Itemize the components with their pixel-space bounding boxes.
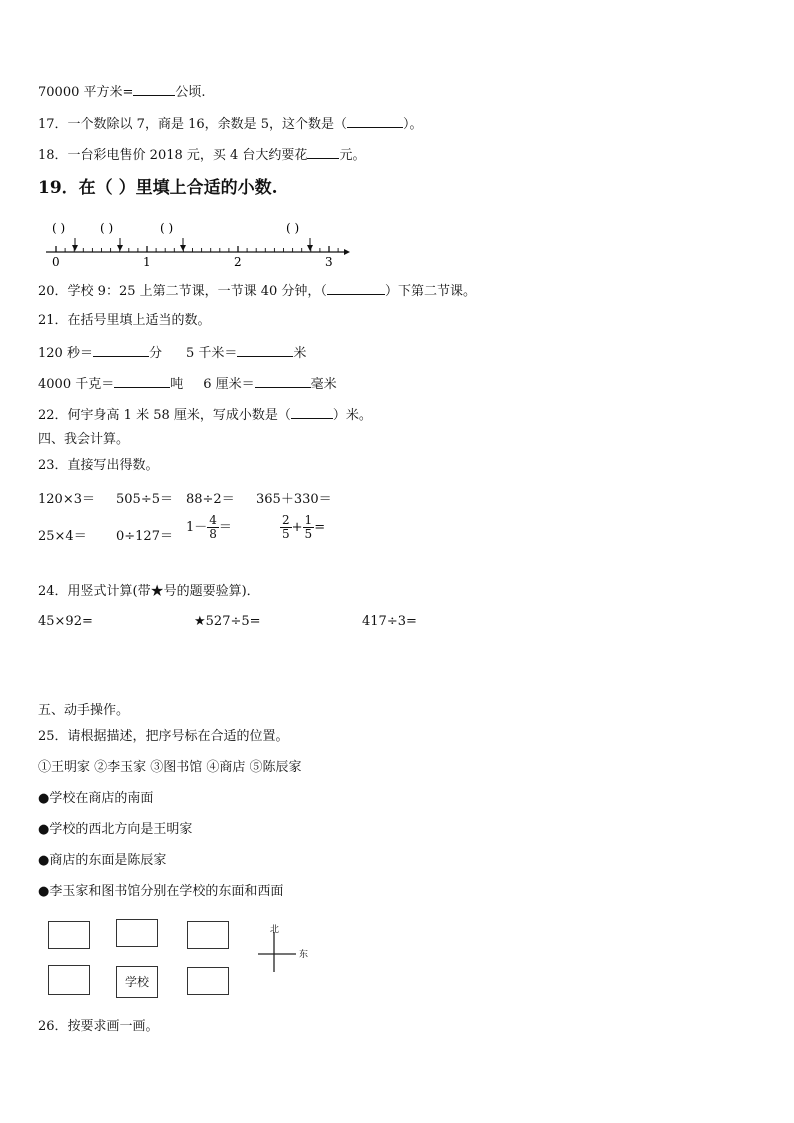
minor-ticks [56, 246, 338, 252]
calc-2: 505÷5＝ [116, 492, 173, 507]
question-24-title: 24．用竖式计算(带★号的题要验算)． [38, 584, 260, 599]
clue-2: ●学校的西北方向是王明家 [38, 822, 193, 837]
axis-arrow [344, 249, 350, 255]
fraction: $\frac{1}{5}$ [304, 513, 313, 541]
vertical-calc-1: 45×92= [38, 614, 93, 629]
calc-3: 88÷2＝ [186, 492, 235, 507]
answer-blank[interactable] [255, 374, 311, 388]
position-box[interactable] [48, 921, 90, 949]
question-18: 18．一台彩电售价 2018 元，买 4 台大约要花 元。 [38, 145, 365, 165]
pointer-arrowhead-1 [72, 245, 78, 251]
number-line [40, 214, 360, 270]
tick-label-1: 1 [143, 255, 151, 269]
section-4-title: 四、我会计算。 [38, 432, 130, 447]
clue-4: ●李玉家和图书馆分别在学校的东面和西面 [38, 884, 284, 899]
paren-3[interactable]: ( ) [160, 221, 174, 235]
vertical-calc-2: ★527÷5= [194, 614, 261, 629]
question-23-title: 23．直接写出得数。 [38, 458, 159, 473]
answer-blank[interactable] [93, 343, 149, 357]
tick-label-0: 0 [52, 255, 60, 269]
answer-blank[interactable] [347, 114, 403, 128]
question-22: 22．何宇身高 1 米 58 厘米，写成小数是（ ）米。 [38, 405, 372, 425]
calc-1: 120×3＝ [38, 492, 95, 507]
fraction: $\frac{2}{5}$ [282, 513, 290, 541]
section-5-title: 五、动手操作。 [38, 703, 130, 718]
question-25-options: ①王明家 ②李玉家 ③图书馆 ④商店 ⑤陈辰家 [38, 760, 302, 775]
answer-blank[interactable] [114, 374, 170, 388]
answer-blank[interactable] [133, 82, 175, 96]
position-box[interactable] [48, 965, 90, 995]
calc-8: $\frac{2}{5}$ + $\frac{1}{5}$ = [282, 513, 326, 541]
calc-5: 25×4＝ [38, 529, 87, 544]
calc-4: 365＋330＝ [256, 492, 332, 507]
question-17: 17．一个数除以 7，商是 16，余数是 5，这个数是（ ）。 [38, 114, 423, 134]
east-label: 东 [299, 950, 309, 960]
tick-label-3: 3 [325, 255, 333, 269]
paren-2[interactable]: ( ) [100, 221, 114, 235]
clue-1: ●学校在商店的南面 [38, 791, 154, 806]
paren-4[interactable]: ( ) [286, 221, 300, 235]
fraction: $\frac{4}{8}$ [209, 513, 217, 541]
answer-blank[interactable] [307, 145, 339, 159]
clue-3: ●商店的东面是陈辰家 [38, 853, 167, 868]
question-21-row-1: 120 秒＝ 分 5 千米＝ 米 [38, 343, 306, 363]
answer-blank[interactable] [291, 405, 333, 419]
question-21-title: 21．在括号里填上适当的数。 [38, 313, 211, 328]
answer-blank[interactable] [327, 281, 385, 295]
question-26-title: 26．按要求画一画。 [38, 1019, 159, 1034]
question-21-row-2: 4000 千克＝ 吨 6 厘米＝ 毫米 [38, 374, 337, 394]
north-label: 北 [270, 925, 280, 935]
vertical-calc-3: 417÷3= [362, 614, 417, 629]
calc-7: 1－ $\frac{4}{8}$ ＝ [186, 513, 232, 541]
paren-1[interactable]: ( ) [52, 221, 66, 235]
question-19-title: 19．在（ ）里填上合适的小数. [38, 178, 278, 198]
question-20: 20．学校 9：25 上第二节课，一节课 40 分钟，（ ）下第二节课。 [38, 281, 476, 301]
calc-6: 0÷127＝ [116, 529, 173, 544]
position-box[interactable] [116, 919, 158, 947]
pointer-arrowhead-2 [117, 245, 123, 251]
question-16-tail: 70000 平方米= 公顷. [38, 82, 206, 102]
position-box[interactable] [187, 967, 229, 995]
question-25-title: 25．请根据描述，把序号标在合适的位置。 [38, 729, 289, 744]
compass-icon [256, 920, 316, 976]
pointer-arrowhead-4 [307, 245, 313, 251]
answer-blank[interactable] [237, 343, 293, 357]
position-box[interactable] [187, 921, 229, 949]
school-box: 学校 [116, 966, 158, 998]
pointer-arrowhead-3 [180, 245, 186, 251]
tick-label-2: 2 [234, 255, 242, 269]
